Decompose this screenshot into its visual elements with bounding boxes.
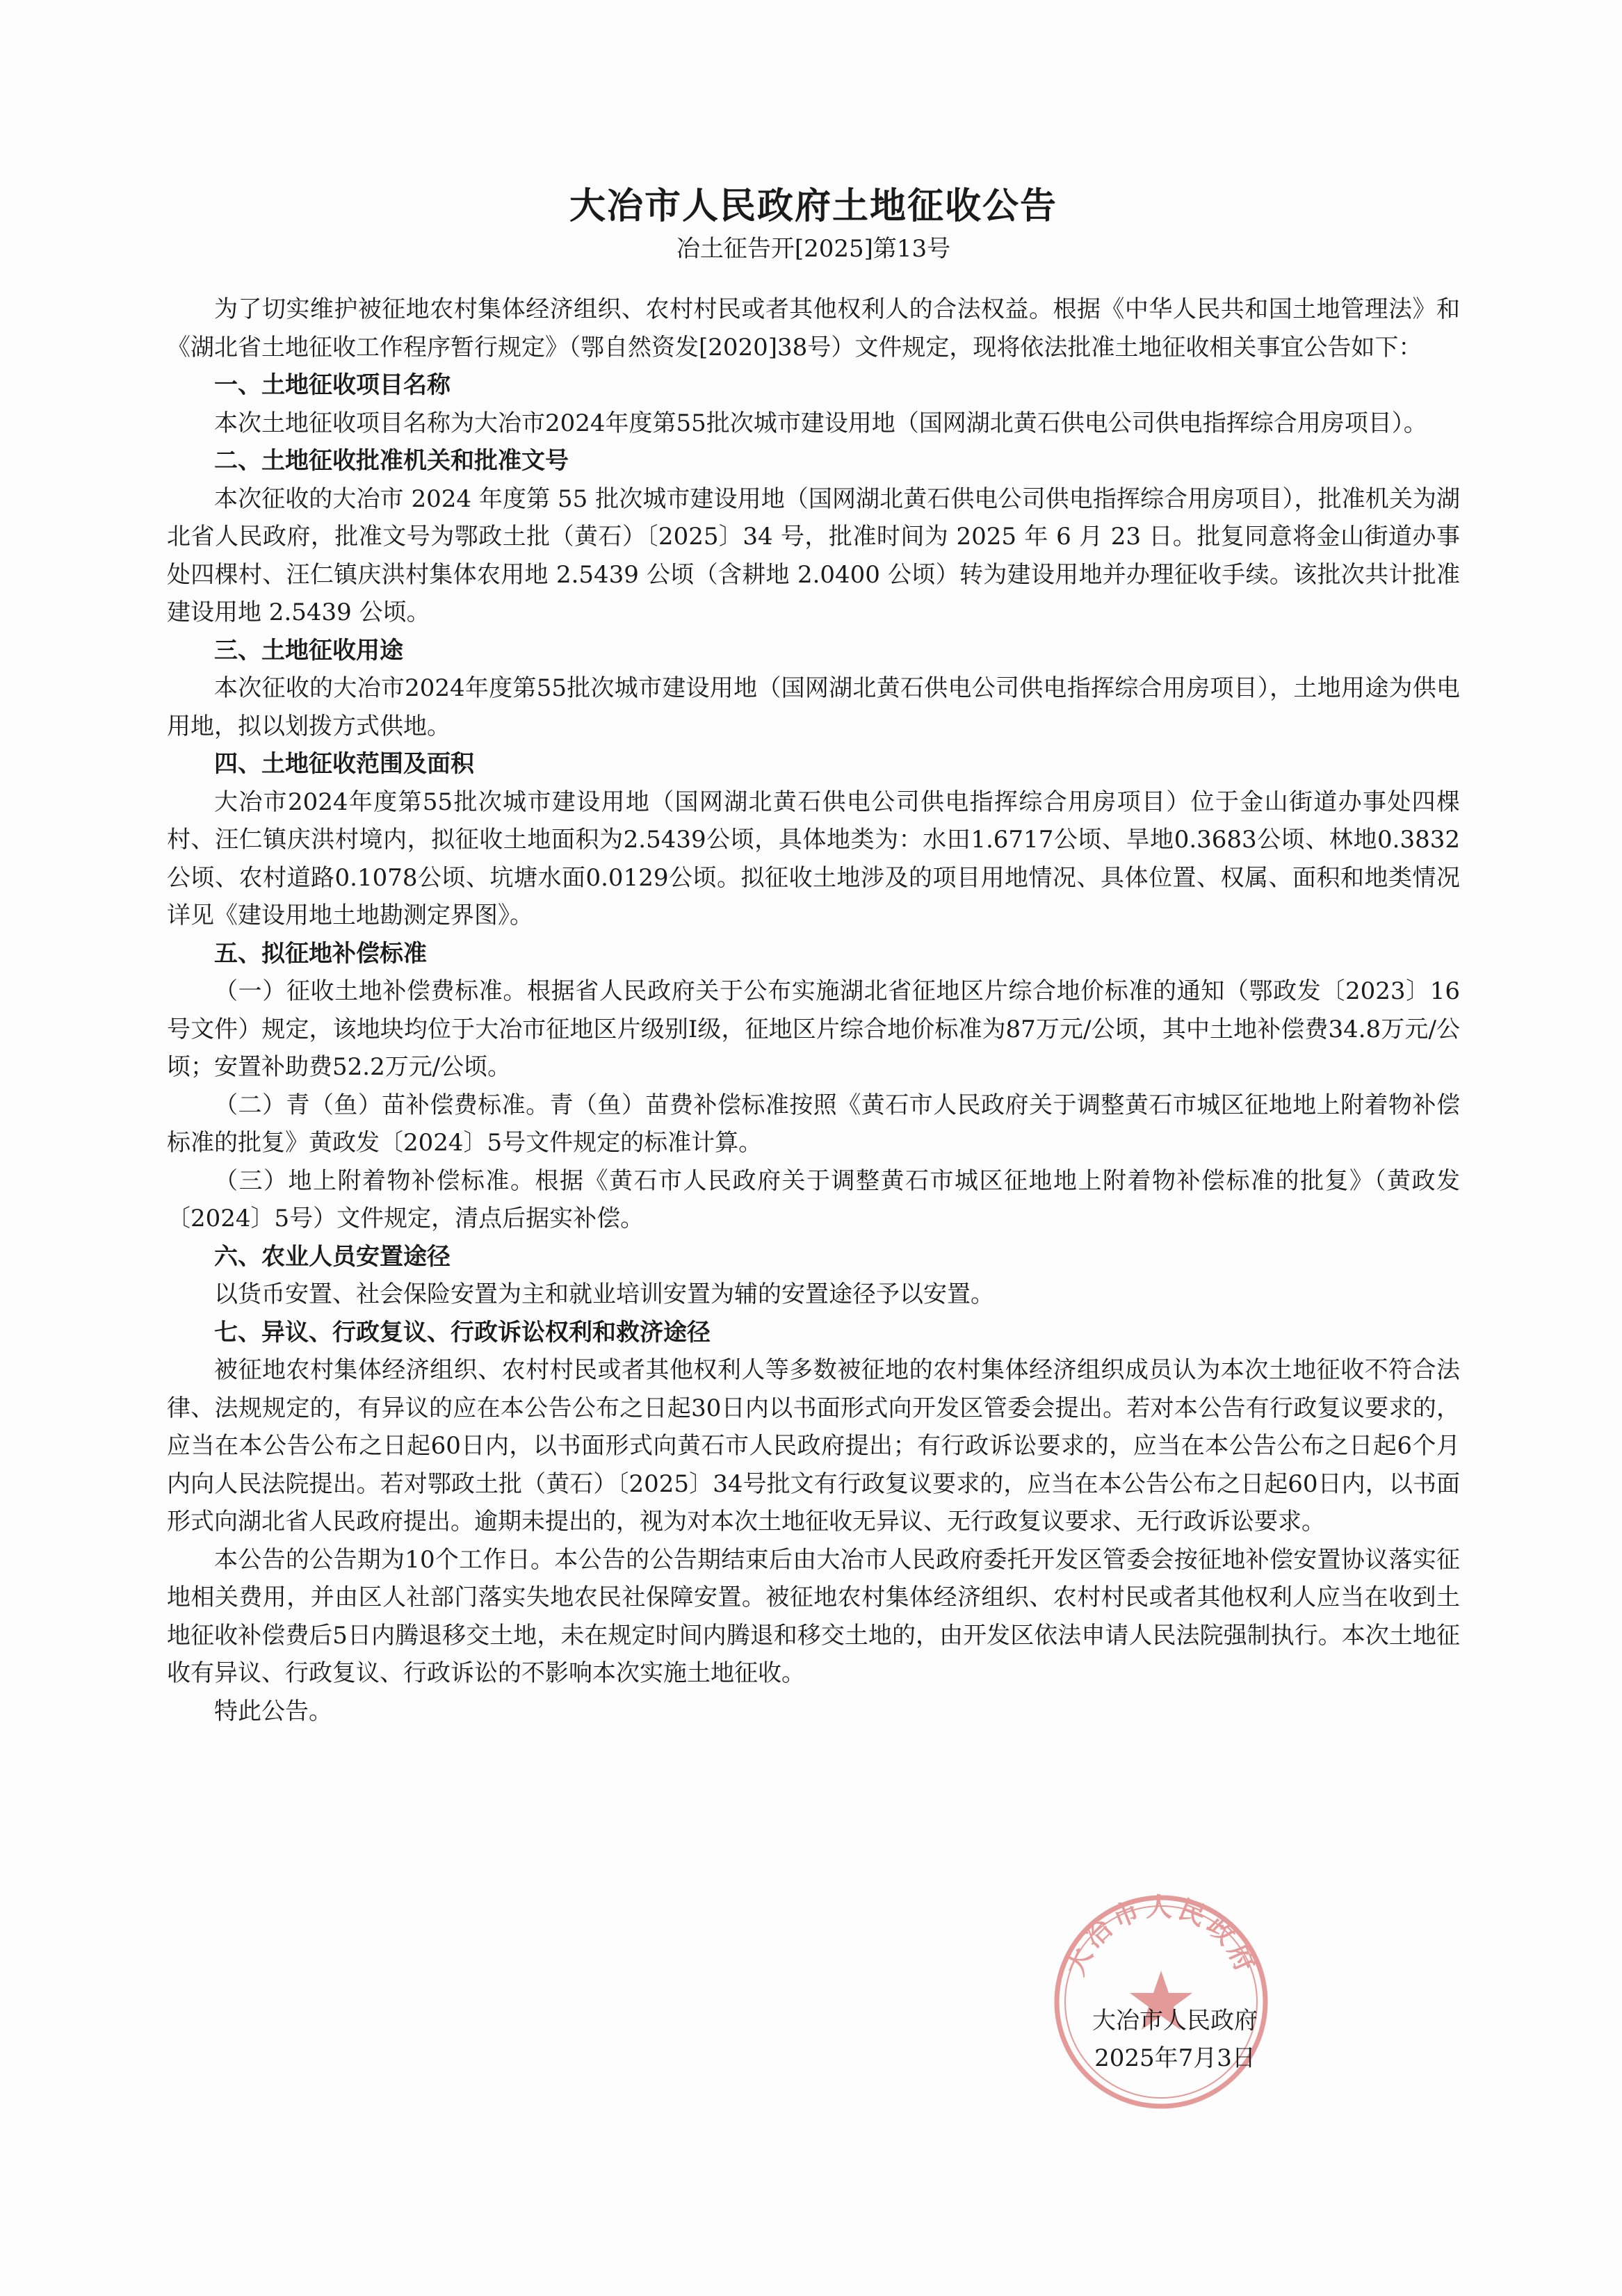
section-paragraph: 本次土地征收项目名称为大冶市2024年度第55批次城市建设用地（国网湖北黄石供电公司供电指挥综合用房项目）。	[214, 409, 1427, 437]
issue-date: 2025年7月3日	[1094, 2044, 1256, 2072]
section-paragraph: 以货币安置、社会保险安置为主和就业培训安置为辅的安置途径予以安置。	[214, 1280, 994, 1308]
document-number: 冶土征告开[2025]第13号	[676, 235, 951, 263]
closing-statement: 特此公告。	[214, 1697, 332, 1725]
section-heading: 七、异议、行政复议、行政诉讼权利和救济途径	[214, 1318, 711, 1346]
section-paragraph: （三）地上附着物补偿标准。根据《黄石市人民政府关于调整黄石市城区征地地上附着物补偿标准的批复》（黄政发〔2024〕5号）文件规定，清点后据实补偿。	[167, 1166, 1460, 1232]
document-body	[167, 182, 1460, 1730]
intro-paragraph: 为了切实维护被征地农村集体经济组织、农村村民或者其他权利人的合法权益。根据《中华人民共和国土地管理法》和《湖北省土地征收工作程序暂行规定》（鄂自然资发[2020]38号）文件规定，现将依法批准土地征收相关事宜公告如下：	[167, 295, 1460, 361]
section-paragraph: 大冶市2024年度第55批次城市建设用地（国网湖北黄石供电公司供电指挥综合用房项目）位于金山街道办事处四棵村、汪仁镇庆洪村境内，拟征收土地面积为2.5439公顷，具体地类为：水田1.6717公顷、旱地0.3683公顷、林地0.3832公顷、农村道路0.1078公顷、坑塘水面0.0129公顷。拟征收土地涉及的项目用地情况、具体位置、权属、面积和地类情况详见《建设用地土地勘测定界图》。	[167, 788, 1460, 929]
section-paragraph: 被征地农村集体经济组织、农村村民或者其他权利人等多数被征地的农村集体经济组织成员认为本次土地征收不符合法律、法规规定的，有异议的应在本公告公布之日起30日内以书面形式向开发区管委会提出。若对本公告有行政复议要求的，应当在本公告公布之日起60日内，以书面形式向黄石市人民政府提出；有行政诉讼要求的，应当在本公告公布之日起6个月内向人民法院提出。若对鄂政土批（黄石）〔2025〕34号批文有行政复议要求的，应当在本公告公布之日起60日内，以书面形式向湖北省人民政府提出。逾期未提出的，视为对本次土地征收无异议、无行政复议要求、无行政诉讼要求。	[167, 1356, 1460, 1536]
section-heading: 二、土地征收批准机关和批准文号	[214, 447, 569, 475]
section-heading: 一、土地征收项目名称	[214, 371, 451, 399]
final-paragraph: 本公告的公告期为10个工作日。本公告的公告期结束后由大冶市人民政府委托开发区管委会按征地补偿安置协议落实征地相关费用，并由区人社部门落实失地农民社保障安置。被征地农村集体经济组织、农村村民或者其他权利人应当在收到土地征收补偿费后5日内腾退移交土地，未在规定时间内腾退和移交土地的，由开发区依法申请人民法院强制执行。本次土地征收有异议、行政复议、行政诉讼的不影响本次实施土地征收。	[167, 1545, 1460, 1687]
section-heading: 五、拟征地补偿标准	[214, 939, 427, 968]
section-paragraph: （二）青（鱼）苗补偿费标准。青（鱼）苗费补偿标准按照《黄石市人民政府关于调整黄石市城区征地地上附着物补偿标准的批复》黄政发〔2024〕5号文件规定的标准计算。	[167, 1091, 1460, 1157]
section-heading: 六、农业人员安置途径	[214, 1242, 451, 1271]
section-paragraph: （一）征收土地补偿费标准。根据省人民政府关于公布实施湖北省征地区片综合地价标准的通知（鄂政发〔2023〕16号文件）规定，该地块均位于大冶市征地区片级别Ⅰ级，征地区片综合地价标准为87万元/公顷，其中土地补偿费34.8万元/公顷；安置补助费52.2万元/公顷。	[167, 977, 1460, 1081]
issuer-name: 大冶市人民政府	[1092, 2007, 1258, 2035]
document-title: 大冶市人民政府土地征收公告	[569, 186, 1057, 227]
section-paragraph: 本次征收的大冶市2024年度第55批次城市建设用地（国网湖北黄石供电公司供电指挥综合用房项目），土地用途为供电用地，拟以划拨方式供地。	[167, 674, 1460, 740]
section-heading: 三、土地征收用途	[214, 636, 403, 665]
section-paragraph: 本次征收的大冶市 2024 年度第 55 批次城市建设用地（国网湖北黄石供电公司供电指挥综合用房项目），批准机关为湖北省人民政府，批准文号为鄂政土批（黄石）〔2025〕34 号，批准时间为 2025 年 6 月 23 日。批复同意将金山街道办事处四棵村、汪仁镇庆洪村集体农用地 2.5439 公顷（含耕地 2.0400 公顷）转为建设用地并办理征收手续。该批次共计批准建设用地 2.5439 公顷。	[167, 485, 1460, 626]
section-heading: 四、土地征收范围及面积	[214, 750, 474, 778]
signature-block	[1057, 2002, 1293, 2077]
svg-text:大冶市人民政府: 大冶市人民政府	[1060, 1891, 1263, 1980]
